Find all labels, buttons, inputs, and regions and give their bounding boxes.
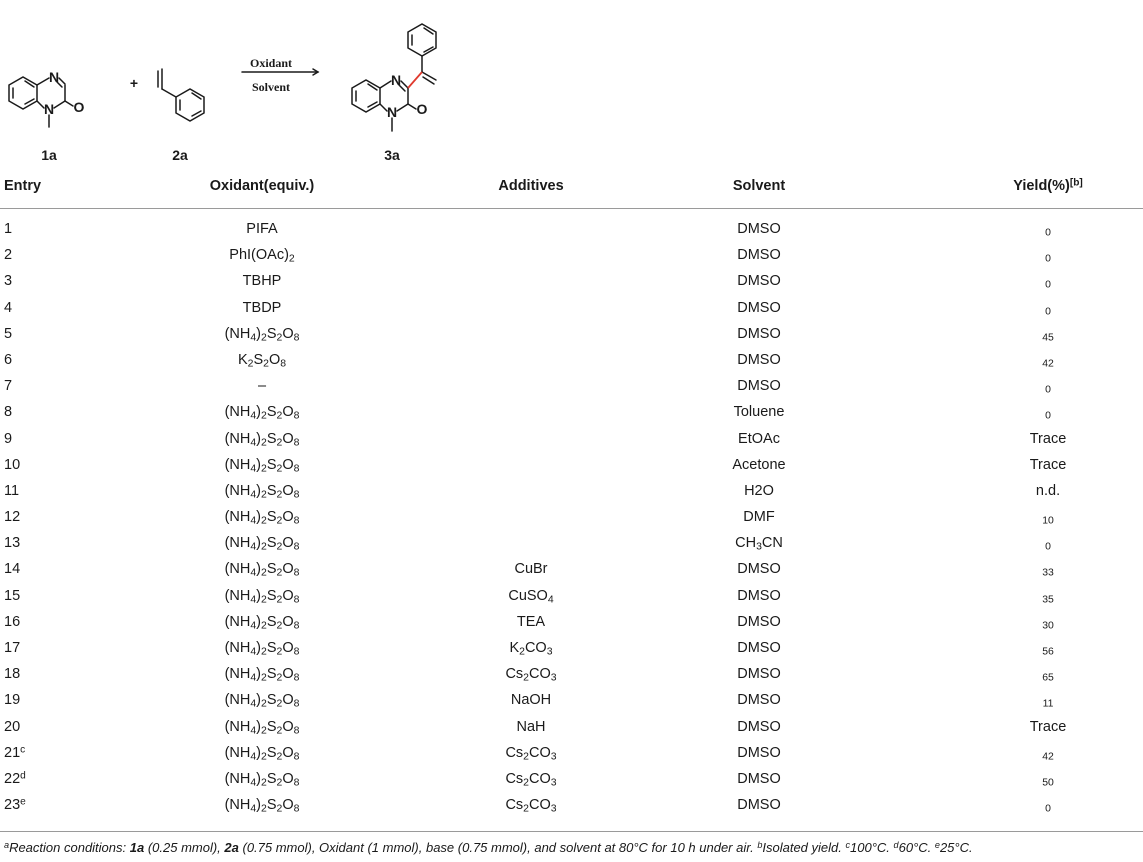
cell-entry: 4 [4, 299, 13, 316]
cell-entry: 11 [4, 482, 20, 499]
table-row: 12 $(NH_4)_2S_2O_8$ DMF $_{10}$ [4, 509, 1054, 527]
table-row: 8 $(NH_4)_2S_2O_8$ Toluene $_0$ [4, 404, 1051, 422]
table-row: 4 TBDP DMSO $_0$ [4, 299, 1051, 318]
cell-entry: 18 [4, 666, 21, 683]
reaction-scheme [0, 0, 1143, 172]
cell-entry: 20 [4, 718, 21, 735]
header-yield-note: [b] [1069, 177, 1083, 189]
compound-label-3a: 3a [384, 147, 400, 163]
compound-label-2a: 2a [172, 147, 188, 163]
table-row: 11 $(NH_4)_2S_2O_8$ H2O n.d. [4, 482, 1061, 501]
table-row: 17 $(NH_4)_2S_2O_8$ $K_2CO_3$ DMSO $_{56}$ [4, 640, 1054, 658]
table-row: 9 $(NH_4)_2S_2O_8$ EtOAc Trace [4, 430, 1067, 449]
cell-entry: 8 [4, 404, 13, 421]
atom-n-1a-top: N [48, 69, 60, 85]
cell-entry: 3 [4, 273, 13, 290]
table-row: 10 $(NH_4)_2S_2O_8$ Acetone Trace [4, 456, 1067, 475]
cell-entry: 16 [4, 613, 21, 630]
cell-entry: 19 [4, 692, 21, 709]
cell-entry: 23e [4, 796, 26, 814]
cell-entry: 22$^d$ [4, 770, 26, 787]
table-row: 22$^d$ $(NH_4)_2S_2O_8$ $Cs_2CO_3$ DMSO $_{50}$ [4, 770, 1054, 789]
header-entry: Entry [4, 178, 42, 194]
cell-entry: 12 [4, 509, 21, 526]
cell-entry: 21$^c$ [4, 744, 26, 761]
atom-o-3a: O [416, 101, 428, 117]
table-row: 19 $(NH_4)_2S_2O_8$ NaOH DMSO $_{11}$ [4, 692, 1054, 710]
cell-entry: 2 [4, 247, 13, 264]
atom-o-1a: O [73, 99, 85, 115]
cell-entry: 1 [4, 221, 13, 237]
compound-label-1a: 1a [41, 147, 57, 163]
table-bottom-rule [0, 831, 1143, 832]
cell-entry: 5 [4, 325, 13, 342]
cell-entry: 10 [4, 456, 21, 473]
table-footnote: $^a$Reaction conditions: 1a (0.25 mmol), 2a (0.75 mmol), Oxidant (1 mmol), base (0.75 mmol), and solvent at 80°C for 10 h under air. $^b$Isolated yield. $^c$100°C. $^d$60°C. $^e$25°C. [4, 839, 973, 855]
atom-n-1a-bottom: N [43, 101, 55, 117]
cell-entry: 6 [4, 351, 13, 368]
arrow-condition-solvent: Solvent [251, 80, 291, 94]
table-row: 13 $(NH_4)_2S_2O_8$ $CH_3CN$ $_0$ [4, 535, 1051, 553]
compound-2a-structure [158, 69, 204, 121]
table-row: 5 $(NH_4)_2S_2O_8$ DMSO $_{45}$ [4, 325, 1054, 344]
atom-n-3a-bottom: N [386, 104, 398, 120]
table-row: 6 $K_2S_2O_8$ DMSO $_{42}$ [4, 351, 1054, 370]
cell-entry: 13 [4, 535, 21, 552]
table-row: 16 $(NH_4)_2S_2O_8$ TEA DMSO $_{30}$ [4, 613, 1054, 632]
cell-entry: 15 [4, 587, 21, 604]
table-row: 21$^c$ $(NH_4)_2S_2O_8$ $Cs_2CO_3$ DMSO $_{42}$ [4, 744, 1054, 763]
table-row: 15 $(NH_4)_2S_2O_8$ CuSO$_4$ DMSO $_{35}$ [4, 587, 1054, 606]
table-row: 1 PIFA DMSO $_0$ [4, 221, 1051, 239]
table-row: 7 – DMSO $_0$ [4, 378, 1051, 396]
table-row: 3 TBHP DMSO $_0$ [4, 273, 1051, 291]
optimization-table [0, 172, 1143, 819]
atom-n-3a-top: N [390, 72, 402, 88]
compound-1a-structure [9, 77, 73, 127]
table-row: 2 $PhI(OAc)_2$ DMSO $_0$ [4, 247, 1051, 265]
table-row: 23e $(NH_4)_2S_2O_8$ $Cs_2CO_3$ DMSO $_0$ [4, 796, 1051, 815]
table-row: 20 $(NH_4)_2S_2O_8$ NaH DMSO Trace [4, 718, 1067, 737]
cell-entry: 14 [4, 561, 21, 578]
arrow-condition-oxidant: Oxidant [249, 56, 293, 70]
new-bond [408, 72, 422, 88]
cell-entry: 7 [4, 378, 13, 395]
cell-entry: 17 [4, 640, 21, 656]
table-row: 14 $(NH_4)_2S_2O_8$ CuBr DMSO $_{33}$ [4, 561, 1054, 580]
table-body [0, 209, 1143, 819]
cell-entry: 9 [4, 430, 13, 447]
plus-sign: + [129, 75, 139, 91]
table-header-row: Entry Oxidant(equiv.) Additives Solvent Yield(%)[b] [0, 172, 1143, 209]
table-row: 18 $(NH_4)_2S_2O_8$ $Cs_2CO_3$ DMSO $_{65}$ [4, 666, 1054, 684]
